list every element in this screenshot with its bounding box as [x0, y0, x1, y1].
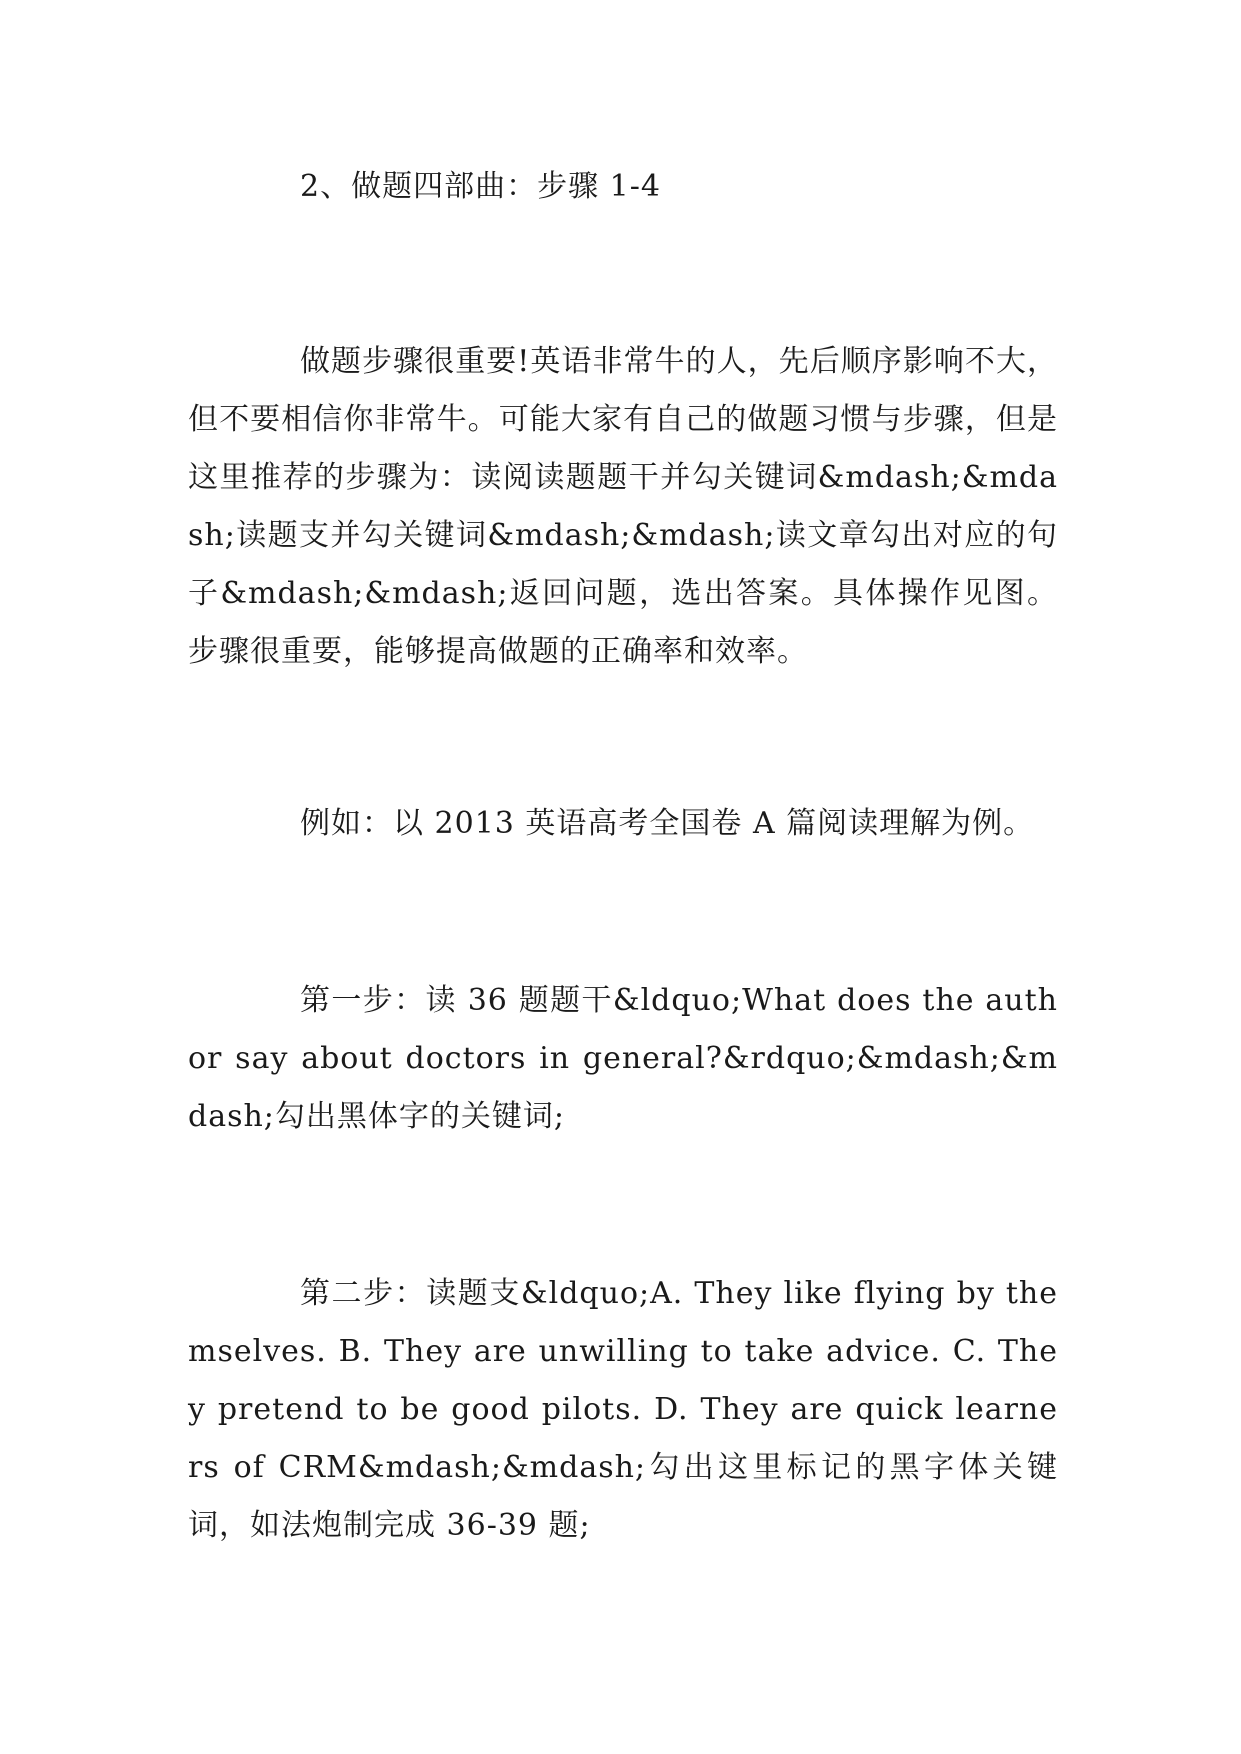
example-paragraph: 例如：以 2013 英语高考全国卷 A 篇阅读理解为例。: [300, 806, 1035, 841]
step-heading-paragraph: 2、做题四部曲：步骤 1-4: [300, 169, 661, 204]
step-one-paragraph: 第一步：读 36 题题干&ldquo;What does the author say about doctors in general?&rdquo;&mdash;&mdash;勾出黑体字的关键词;: [188, 983, 1058, 1134]
steps-overview-paragraph: 做题步骤很重要!英语非常牛的人，先后顺序影响不大，但不要相信你非常牛。可能大家有自己的做题习惯与步骤，但是这里推荐的步骤为：读阅读题题干并勾关键词&mdash;&mdash;读题支并勾关键词&mdash;&mdash;读文章勾出对应的句子&mdash;&mdash;返回问题，选出答案。具体操作见图。步骤很重要，能够提高做题的正确率和效率。: [188, 344, 1058, 669]
step-two-paragraph: 第二步：读题支&ldquo;A. They like flying by themselves. B. They are unwilling to take advice. C. They pretend to be good pilots. D. They are quick learners of CRM&mdash;&mdash;勾出这里标记的黑字体关键词，如法炮制完成 36-39 题;: [188, 1276, 1058, 1543]
